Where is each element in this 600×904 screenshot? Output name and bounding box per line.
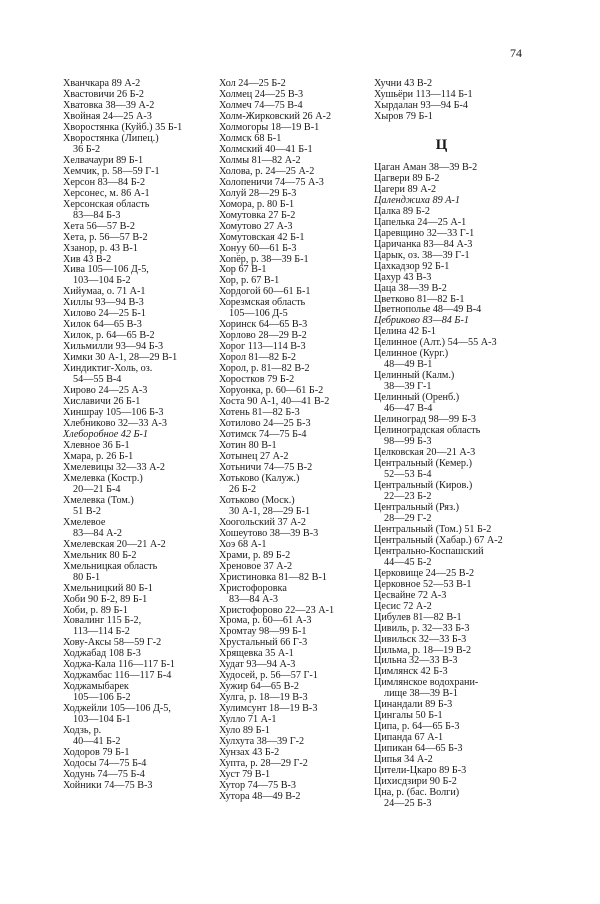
index-entry: Цветково 81—82 Б-1 [374,293,465,305]
index-entry: Хоби 90 Б-2, 89 Б-1 [63,593,148,605]
index-entry: Цапелька 24—25 А-1 [374,216,467,228]
index-entry: Хета 56—57 В-2 [63,220,135,232]
index-entry: Хемчик, р. 58—59 Г-1 [63,165,160,177]
index-entry: Хошеутово 38—39 В-3 [219,527,319,539]
index-entry: Холуй 28—29 Б-3 [219,187,297,199]
index-entry: Хлеборобное 42 Б-1 [63,429,149,440]
index-entry: Хзанор, р. 43 В-1 [63,242,138,254]
index-entry: Цильна 32—33 В-3 [374,655,458,667]
index-entry: Хол 24—25 Б-2 [219,78,286,89]
index-entry: Цаленджиха 89 А-1 [374,194,460,206]
index-entry-continuation: 54—55 В-4 [73,374,122,386]
index-entry: Холопеничи 74—75 А-3 [219,176,324,188]
index-entry: Хотилово 24—25 Б-3 [219,418,311,430]
index-entry: Цебриково 83—84 Б-1 [374,315,469,327]
index-column-1 [63,79,213,792]
index-entry: Хлевное 36 Б-1 [63,439,130,451]
index-entry: Хомутовка 27 Б-2 [219,209,296,221]
index-entry: Хив 43 В-2 [63,253,112,265]
index-entry-continuation: 83—84 А-3 [229,593,278,605]
index-entry: Цаца 38—39 В-2 [374,282,447,294]
index-entry: Холмец 24—25 В-3 [219,88,304,100]
index-entry: Хор, р. 67 В-1 [219,275,280,287]
index-entry: Хильмилли 93—94 Б-3 [63,341,164,353]
index-entry: Ходжабад 108 Б-3 [63,648,141,660]
index-entry: Хрящевка 35 А-1 [219,648,294,660]
index-entry: Хомутовская 42 Б-1 [219,231,305,243]
index-entry: Хмельник 80 Б-2 [63,549,137,561]
index-entry: Хулимсунт 18—19 В-3 [219,703,318,715]
index-entry-continuation: 28—29 Г-2 [384,512,432,524]
index-entry: Хотьково (Калуж.) [219,472,300,484]
index-entry: Ципикан 64—65 Б-3 [374,743,463,755]
index-entry-continuation: 98—99 Б-3 [384,436,432,448]
index-entry-continuation: 83—84 Б-3 [73,209,121,221]
index-entry: Хлебниково 32—33 А-3 [63,418,167,430]
index-entry: Хванчкара 89 А-2 [63,78,141,89]
index-entry: Херсон 83—84 Б-2 [63,176,146,188]
index-entry: Христофорово 22—23 А-1 [219,604,335,616]
index-entry: Хорезмская область [219,297,306,309]
index-entry: Ходзь, р. [63,725,102,737]
index-entry: Хотьничи 74—75 В-2 [219,461,313,473]
index-entry: Цивильск 32—33 Б-3 [374,633,467,645]
index-entry: Хилок 64—65 В-3 [63,319,142,331]
index-entry: Цихисдзири 90 Б-2 [374,776,457,788]
index-entry-continuation: 26 Б-2 [229,483,257,495]
index-entry: Хупта, р. 28—29 Г-2 [219,758,308,770]
index-entry: Хотьково (Моск.) [219,494,295,506]
index-entry: Хиславичи 26 Б-1 [63,396,141,408]
index-column-3 [374,79,549,810]
index-entry: Хотимск 74—75 Б-4 [219,429,307,440]
index-entry: Ходжейли 105—106 Д-5, [63,703,171,715]
index-entry: Целиноградская область [374,425,481,437]
index-entry: Хойники 74—75 В-3 [63,780,153,791]
index-entry: Хыров 79 Б-1 [374,110,433,122]
index-entry: Хилок, р. 64—65 В-2 [63,330,155,342]
index-entry: Ходжамыбарек [63,681,129,693]
index-entry: Хета, р. 56—57 В-2 [63,231,148,243]
index-entry: Хиндиктиг-Холь, оз. [63,363,153,375]
index-entry: Хотынец 27 А-2 [219,450,289,462]
index-entry-continuation: 24—25 Б-3 [384,798,432,810]
index-entry: Хырдалан 93—94 Б-4 [374,99,469,111]
index-entry: Хулга, р. 18—19 В-3 [219,692,308,704]
index-entry: Хотин 80 В-1 [219,439,277,451]
index-entry: Хирово 24—25 А-3 [63,385,148,397]
index-entry-continuation: 113—114 Б-2 [73,626,130,638]
index-entry: Хоогольский 37 А-2 [219,516,307,528]
index-entry: Цинандали 89 Б-3 [374,699,453,711]
index-entry: Царык, оз. 38—39 Г-1 [374,249,470,261]
index-entry: Херсонская область [63,198,150,210]
index-entry-continuation: 103—104 Б-1 [73,714,131,726]
index-entry: Хромтау 98—99 Б-1 [219,626,307,638]
index-entry: Хорог 113—114 В-3 [219,341,306,353]
index-entry: Цветнополье 48—49 В-4 [374,304,482,316]
index-entry: Худосей, р. 56—57 Г-1 [219,670,318,682]
index-entry: Хову-Аксы 58—59 Г-2 [63,637,162,649]
index-entry: Хужир 64—65 В-2 [219,681,299,693]
index-entry: Целиноград 98—99 Б-3 [374,414,476,426]
index-entry: Хуст 79 В-1 [219,769,271,781]
index-entry: Хиншрау 105—106 Б-3 [63,407,164,419]
index-entry: Ципанда 67 А-1 [374,732,444,744]
index-entry: Хмара, р. 26 Б-1 [63,450,134,462]
page-number: 74 [510,46,522,60]
index-entry: Хмелевое [63,516,106,528]
index-entry: Хоби, р. 89 Б-1 [63,604,128,616]
index-entry: Цимлянское водохрани- [374,677,479,689]
index-entry: Цесис 72 А-2 [374,600,432,612]
index-entry: Ходжа-Кала 116—117 Б-1 [63,659,175,671]
index-entry: Хомора, р. 80 Б-1 [219,198,295,210]
index-entry: Цахкадзор 92 Б-1 [374,260,450,272]
index-entry-continuation: 22—23 Б-2 [384,490,432,502]
index-entry: Хунзах 43 Б-2 [219,747,280,759]
index-entry-continuation: 40—41 Б-2 [73,736,121,748]
index-entry: Центральный (Ряз.) [374,501,459,513]
index-entry: Центральный (Кемер.) [374,458,472,470]
index-entry: Ходжамбас 116—117 Б-4 [63,670,172,682]
index-entry: Центральный (Том.) 51 Б-2 [374,523,492,535]
index-entry: Хилово 24—25 Б-1 [63,308,146,320]
index-entry: Хватовка 38—39 А-2 [63,99,155,111]
index-entry: Холмы 81—82 А-2 [219,154,301,166]
index-entry: Христофоровка [219,582,287,594]
index-entry: Хмелевка (Костр.) [63,472,143,484]
index-entry-continuation: 52—53 Б-4 [384,469,432,480]
index-entry: Хотень 81—82 Б-3 [219,407,300,419]
index-entry-continuation: 80 Б-1 [73,571,101,583]
index-entry: Хоста 90 А-1, 40—41 В-2 [219,396,330,408]
index-entry-continuation: 38—39 Г-1 [384,381,432,393]
index-column-2 [219,79,369,803]
index-entry: Хвастовичи 26 Б-2 [63,88,144,100]
index-entry: Целинное (Алт.) 54—55 А-3 [374,337,497,349]
index-entry: Холмогоры 18—19 В-1 [219,121,320,133]
index-entry-continuation: 44—45 Б-2 [384,556,432,568]
index-entry: Цагвери 89 Б-2 [374,172,440,184]
index-entry: Хонуу 60—61 Б-3 [219,242,297,254]
index-entry: Хутора 48—49 В-2 [219,790,301,802]
index-entry: Храми, р. 89 Б-2 [219,549,291,561]
index-entry: Хмелевка (Том.) [63,494,134,506]
index-entry-continuation: 103—104 Б-2 [73,275,131,287]
index-entry: Хвойная 24—25 А-3 [63,110,152,122]
index-entry: Ципа, р. 64—65 Б-3 [374,721,460,733]
index-entry: Хиллы 93—94 В-3 [63,297,144,309]
index-entry: Хрустальный 66 Г-3 [219,637,308,649]
index-entry: Хмельницкий 80 Б-1 [63,582,153,594]
index-entry: Хелвачаури 89 Б-1 [63,154,144,166]
index-entry: Цингалы 50 Б-1 [374,710,443,722]
index-entry-continuation: 105—106 Д-5 [229,308,288,320]
index-entry: Холм-Жирковский 26 А-2 [219,110,332,122]
index-entry: Царевщино 32—33 Г-1 [374,227,475,239]
index-entry: Цахур 43 В-3 [374,271,432,283]
index-entry: Хрома, р. 60—61 А-3 [219,615,312,627]
index-entry-continuation: 48—49 В-1 [384,359,433,371]
index-entry: Целинное (Кург.) [374,348,449,360]
index-entry: Холова, р. 24—25 А-2 [219,165,315,177]
section-letter-heading: Ц [435,136,448,153]
index-entry: Цаган Аман 38—39 В-2 [374,161,478,173]
index-entry: Хмельницкая область [63,560,158,572]
index-entry: Цагери 89 А-2 [374,183,437,195]
index-entry: Целина 42 Б-1 [374,326,437,338]
index-entry: Хоэ 68 А-1 [219,538,267,550]
index-entry: Хуло 89 Б-1 [219,725,270,737]
index-entry: Цалка 89 Б-2 [374,205,430,217]
index-entry: Хийумаа, о. 71 А-1 [63,286,146,298]
index-entry: Хор 67 В-1 [219,264,267,276]
index-entry: Хулхута 38—39 Г-2 [219,736,305,748]
index-entry-continuation: 36 Б-2 [73,143,101,155]
index-entry: Хреновое 37 А-2 [219,560,293,572]
index-entry: Ципья 34 А-2 [374,754,433,766]
index-entry: Хопёр, р. 38—39 Б-1 [219,253,309,265]
index-entry: Хордогой 60—61 Б-1 [219,286,311,298]
index-entry: Худат 93—94 А-3 [219,659,296,671]
index-entry: Цесвайне 72 А-3 [374,589,447,601]
index-entry: Хворостянка (Липец.) [63,132,159,144]
index-entry: Христиновка 81—82 В-1 [219,571,327,583]
index-entry-continuation: 51 В-2 [73,505,102,517]
index-entry: Царичанка 83—84 А-3 [374,238,473,250]
index-entry: Хулло 71 А-1 [219,714,277,726]
index-entry: Хмелевицы 32—33 А-2 [63,461,165,473]
index-entry: Центрально-Коспашский [374,545,484,557]
index-entry: Хворостянка (Куйб.) 35 Б-1 [63,121,183,133]
index-entry: Целинный (Калм.) [374,370,455,382]
index-entry: Хутор 74—75 В-3 [219,780,296,791]
index-entry: Центральный (Киров.) [374,479,473,491]
index-entry-continuation: 30 А-1, 28—29 Б-1 [229,505,311,517]
index-entry: Ходунь 74—75 Б-4 [63,769,145,781]
index-entry: Хоростков 79 Б-2 [219,374,295,386]
index-entry: Хоруонка, р. 60—61 Б-2 [219,385,324,397]
index-entry: Церковище 24—25 В-2 [374,567,475,579]
index-entry: Ховалинг 115 Б-2, [63,615,142,627]
index-entry: Хорол 81—82 Б-2 [219,352,296,364]
index-entry: Хомутово 27 А-3 [219,220,293,232]
index-entry: Холмский 40—41 Б-1 [219,143,313,155]
index-entry: Ходосы 74—75 Б-4 [63,758,147,770]
index-entry: Цибулев 81—82 В-1 [374,611,462,623]
index-entry: Холмеч 74—75 В-4 [219,99,303,111]
index-entry-continuation: 46—47 В-4 [384,403,433,415]
index-entry: Хоринск 64—65 В-3 [219,319,308,331]
index-entry: Хмелевская 20—21 А-2 [63,538,166,550]
index-entry: Херсонес, м. 86 А-1 [63,187,150,199]
index-entry: Химки 30 А-1, 28—29 В-1 [63,352,178,364]
index-entry: Хушьёри 113—114 Б-1 [374,88,473,100]
index-entry-continuation: 105—106 Б-2 [73,692,131,704]
index-entry: Цители-Цкаро 89 Б-3 [374,765,467,777]
index-entry: Цимлянск 42 Б-3 [374,666,448,678]
index-entry: Целковская 20—21 А-3 [374,447,476,459]
index-entry: Цильма, р. 18—19 В-2 [374,644,472,656]
index-entry-continuation: 83—84 А-2 [73,527,122,539]
index-entry: Цивиль, р. 32—33 Б-3 [374,622,470,634]
index-entry-continuation: лище 38—39 В-1 [384,688,458,700]
index-entry: Цна, р. (бас. Волги) [374,787,460,799]
index-entry: Церковное 52—53 В-1 [374,578,472,590]
index-entry: Хорол, р. 81—82 В-2 [219,363,310,375]
index-entry: Центральный (Хабар.) 67 А-2 [374,534,503,546]
index-entry-continuation: 20—21 Б-4 [73,483,121,495]
index-entry: Целинный (Оренб.) [374,392,460,404]
index-entry: Ходоров 79 Б-1 [63,747,130,759]
index-entry: Хорлово 28—29 В-2 [219,330,307,342]
index-entry: Хива 105—106 Д-5, [63,264,149,276]
index-entry: Хучни 43 В-2 [374,78,433,89]
index-entry: Холмск 68 Б-1 [219,132,282,144]
